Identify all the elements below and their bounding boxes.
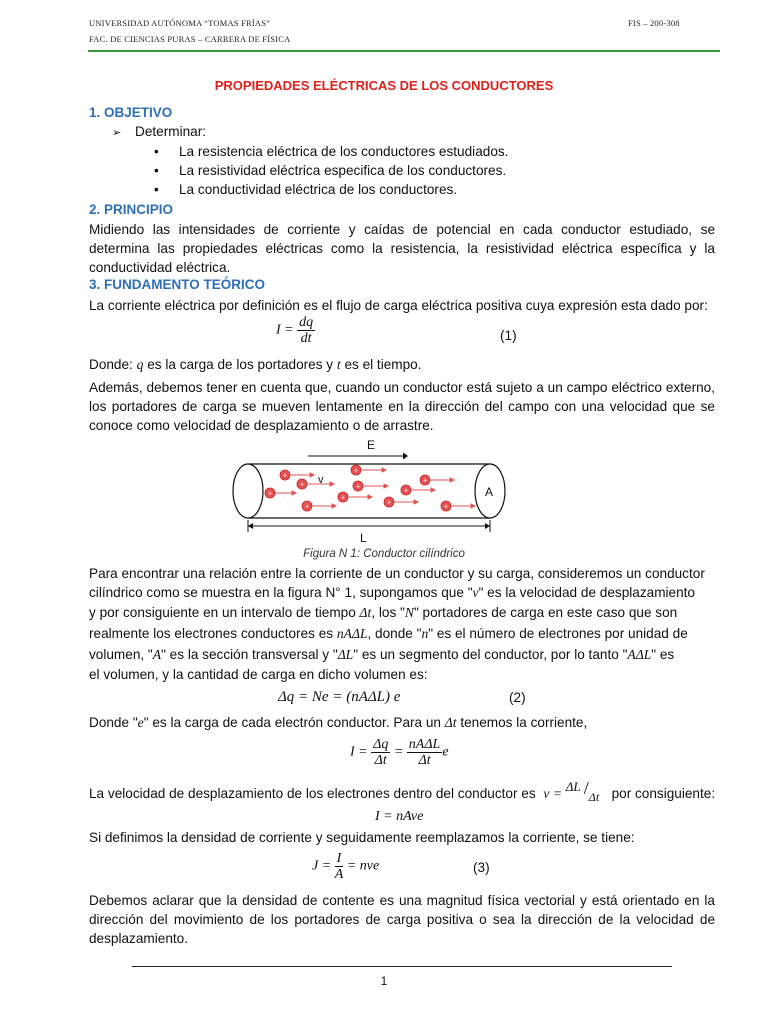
arrow-bullet-icon: ➢	[112, 127, 122, 139]
p3-line-1: Para encontrar una relación entre la corriente de un conductor y su carga, consideremos un conductor	[89, 566, 705, 581]
fundamento-p1: La corriente eléctrica por definición es el flujo de carga eléctrica positiva cuya expresión esta dado por:	[89, 298, 708, 313]
charge-label: +	[267, 490, 273, 498]
figure-label-l: L	[360, 531, 367, 545]
fundamento-p7: Debemos aclarar que la densidad de contente es una magnitud física vectorial y está orientado en la dirección del movimiento de los portadores de carga positiva o sea la dirección de la velocidad de desplazamiento.	[89, 893, 715, 946]
heading-objetivo: 1. OBJETIVO	[89, 105, 173, 120]
equation-3-label: (3)	[473, 860, 490, 875]
footer-rule	[132, 966, 672, 967]
equation-3: J = $\frac{I}{A}$ = nve	[312, 851, 380, 882]
donde-line-1: Donde: q es la carga de los portadores y t es el tiempo.	[89, 357, 422, 372]
header-faculty: FAC. DE CIENCIAS PURAS – CARRERA DE FÍSICA	[89, 34, 291, 44]
equation-2-label: (2)	[509, 690, 526, 705]
charge-label: +	[353, 467, 359, 475]
p3-line-6: el volumen, y la cantidad de carga en dicho volumen es:	[89, 667, 428, 682]
principio-text: Midiendo las intensidades de corriente y caídas de potencial en cada conductor estudiado, se determina las propiedades eléctricas como la resistencia, la resistividad eléctrica específica y la conductividad eléctrica.	[89, 222, 715, 275]
charge-label: +	[282, 472, 288, 480]
charge-label: +	[355, 483, 361, 491]
p3-line-2: cilíndrico como se muestra en la figura N° 1, supongamos que "v" es la velocidad de desplazamiento	[89, 585, 695, 600]
page-number: 1	[380, 974, 388, 988]
charge-label: +	[340, 494, 346, 502]
p3-line-4: realmente los electrones conductores es nAΔL, donde "n" es el número de electrones por unidad de	[89, 626, 688, 641]
equation-1-label: (1)	[500, 328, 517, 343]
page-title: PROPIEDADES ELÉCTRICAS DE LOS CONDUCTORES	[214, 78, 554, 93]
header-rule	[88, 50, 720, 52]
p5-line: La velocidad de desplazamiento de los electrones dentro del conductor es v = ΔL / Δt por consiguiente:	[89, 778, 716, 804]
figure-caption: Figura N 1: Conductor cilíndrico	[303, 548, 465, 560]
equation-2: Δq = Ne = (nAΔL) e	[278, 689, 401, 705]
equation-1: I = $\frac{dq}{dt}$	[276, 315, 314, 346]
header-university: UNIVERSIDAD AUTÓNOMA “TOMAS FRÍAS”	[89, 18, 271, 28]
header-code: FIS – 200-308	[628, 18, 680, 28]
p6-line: Si definimos la densidad de corriente y seguidamente reemplazamos la corriente, se tiene:	[89, 830, 635, 845]
charge-label: +	[422, 477, 428, 485]
fundamento-p2: Además, debemos tener en cuenta que, cuando un conductor está sujeto a un campo eléctrico externo, los portadores de carga se mueven lentamente en la dirección del campo con una velocidad que se conoce como velocidad de desplazamiento o de arrastre.	[89, 380, 715, 433]
equation-current: I = $\frac{\Delta q}{\Delta t}$ = $\frac{\text{nAΔL}}{\Delta t}$ e	[350, 737, 449, 768]
p4-line: Donde "e" es la carga de cada electrón conductor. Para un Δt tenemos la corriente,	[89, 715, 588, 730]
p3-line-5: volumen, "A" es la sección transversal y "ΔL" es un segmento del conductor, por lo tanto "AΔL" es	[89, 647, 675, 662]
charge-label: +	[386, 499, 392, 507]
charge-label: +	[403, 487, 409, 495]
heading-principio: 2. PRINCIPIO	[89, 202, 174, 217]
charge-label: +	[304, 503, 310, 511]
p3-line-3: y por consiguiente en un intervalo de tiempo Δt, los "N" portadores de carga en este caso que son	[89, 605, 678, 620]
figure-label-a: A	[485, 485, 494, 499]
objetivo-lead: ➢ Determinar:	[112, 124, 207, 139]
figure-label-v: v	[318, 474, 324, 486]
figure-label-e: E	[367, 438, 376, 452]
conductor-figure	[228, 436, 518, 546]
equation-inave: I = nAve	[375, 809, 424, 824]
charge-label: +	[443, 503, 449, 511]
heading-fundamento: 3. FUNDAMENTO TEÓRICO	[89, 277, 266, 292]
charge-label: +	[299, 481, 305, 489]
